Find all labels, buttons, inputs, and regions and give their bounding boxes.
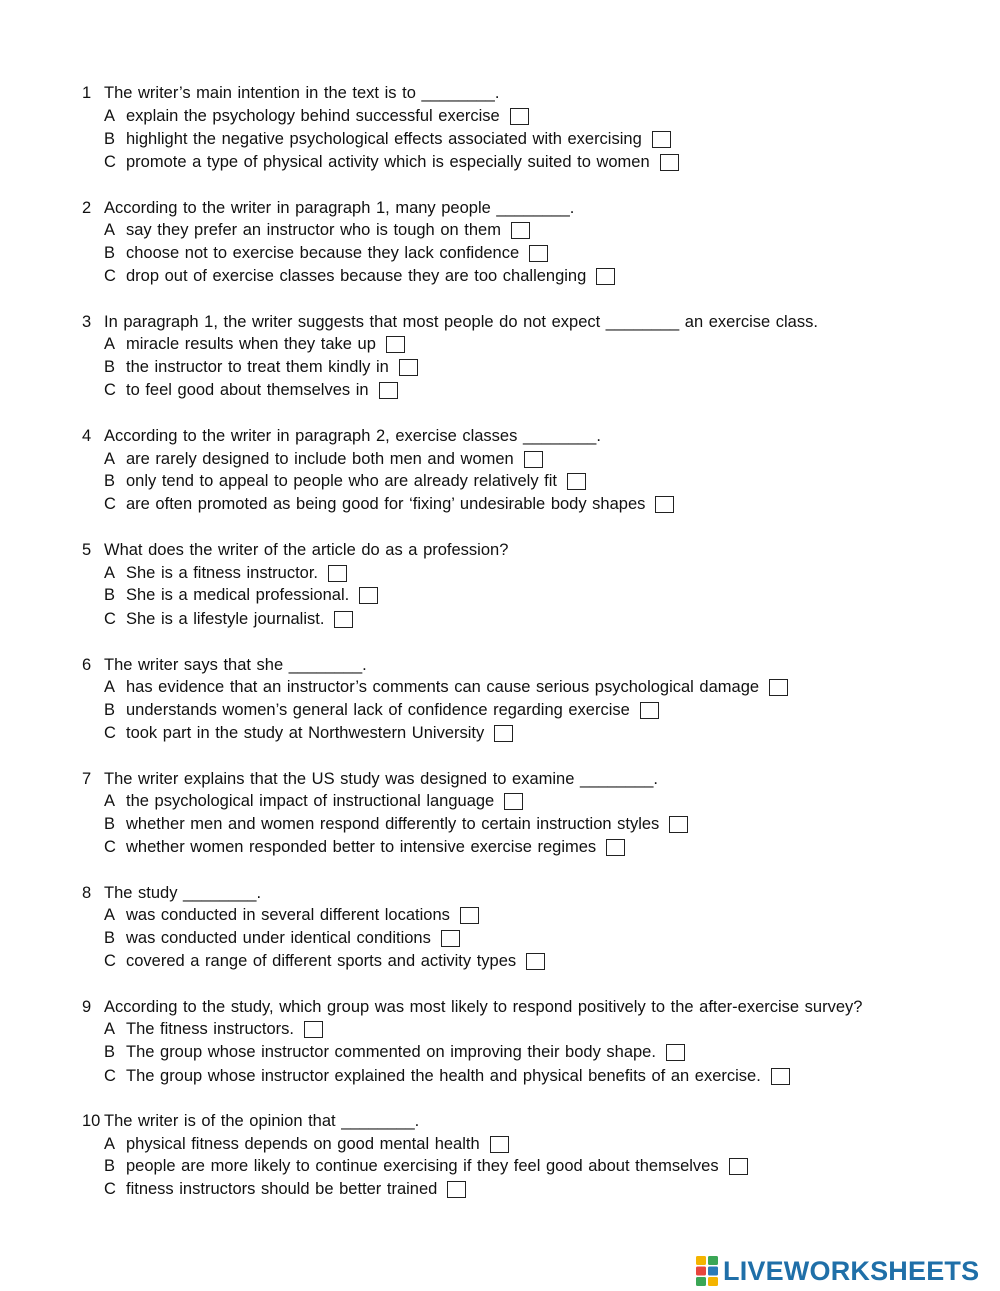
option-text: The fitness instructors.: [126, 1020, 294, 1038]
option-c: [104, 151, 679, 173]
option-letter: C: [104, 952, 116, 970]
question-number: 6: [82, 656, 92, 674]
question-number: 10: [82, 1112, 101, 1130]
option-a: [104, 448, 543, 470]
option-letter: C: [104, 610, 116, 628]
question-text: The writer explains that the US study was designed to examine ________.: [104, 770, 658, 788]
logo-blocks-icon: [696, 1256, 720, 1286]
option-text: covered a range of different sports and activity types: [126, 952, 517, 970]
option-c: [104, 1178, 466, 1200]
option-letter: A: [104, 450, 116, 468]
option-letter: A: [104, 906, 116, 924]
question-stem: [82, 539, 508, 561]
answer-checkbox[interactable]: [504, 793, 523, 810]
option-text: are often promoted as being good for ‘fixing’ undesirable body shapes: [126, 495, 646, 513]
option-text: choose not to exercise because they lack confidence: [126, 244, 520, 262]
question-stem: [82, 1110, 419, 1132]
question-stem: [82, 768, 658, 790]
option-c: [104, 836, 625, 858]
option-a: [104, 790, 523, 812]
question-text: The study ________.: [104, 884, 262, 902]
option-a: [104, 105, 529, 127]
option-letter: C: [104, 1180, 116, 1198]
option-a: [104, 1133, 509, 1155]
option-text: whether women responded better to intensive exercise regimes: [126, 838, 597, 856]
question-stem: [82, 425, 601, 447]
option-letter: C: [104, 495, 116, 513]
option-letter: A: [104, 564, 116, 582]
option-letter: B: [104, 586, 116, 604]
option-text: The group whose instructor explained the health and physical benefits of an exercise.: [126, 1067, 761, 1085]
option-text: She is a fitness instructor.: [126, 564, 319, 582]
option-text: physical fitness depends on good mental health: [126, 1135, 480, 1153]
answer-checkbox[interactable]: [669, 816, 688, 833]
option-c: [104, 1065, 790, 1087]
option-c: [104, 950, 545, 972]
option-text: She is a medical professional.: [126, 586, 350, 604]
question-text: The writer’s main intention in the text is to ________.: [104, 84, 500, 102]
option-c: [104, 493, 674, 515]
answer-checkbox[interactable]: [447, 1181, 466, 1198]
option-text: The group whose instructor commented on improving their body shape.: [126, 1043, 656, 1061]
question-text: According to the writer in paragraph 2, exercise classes ________.: [104, 427, 601, 445]
answer-checkbox[interactable]: [379, 382, 398, 399]
option-letter: C: [104, 1067, 116, 1085]
question-stem: [82, 996, 862, 1018]
option-letter: A: [104, 678, 116, 696]
question-number: 1: [82, 84, 92, 102]
question-number: 5: [82, 541, 92, 559]
option-text: promote a type of physical activity which is especially suited to women: [126, 153, 650, 171]
option-text: whether men and women respond differently to certain instruction styles: [126, 815, 660, 833]
option-b: [104, 699, 659, 721]
answer-checkbox[interactable]: [510, 108, 529, 125]
answer-checkbox[interactable]: [729, 1158, 748, 1175]
option-letter: A: [104, 107, 116, 125]
option-letter: C: [104, 153, 116, 171]
option-text: the psychological impact of instructional language: [126, 792, 495, 810]
answer-checkbox[interactable]: [304, 1021, 323, 1038]
question-stem: [82, 882, 261, 904]
option-b: [104, 356, 418, 378]
option-text: understands women’s general lack of confidence regarding exercise: [126, 701, 630, 719]
question-number: 2: [82, 199, 92, 217]
option-b: [104, 927, 460, 949]
question-number: 7: [82, 770, 92, 788]
question-stem: [82, 197, 574, 219]
option-c: [104, 265, 615, 287]
answer-checkbox[interactable]: [494, 725, 513, 742]
option-letter: B: [104, 472, 116, 490]
answer-checkbox[interactable]: [460, 907, 479, 924]
option-c: [104, 379, 398, 401]
logo-text: LIVEWORKSHEETS: [723, 1255, 980, 1286]
option-text: explain the psychology behind successful exercise: [126, 107, 500, 125]
option-text: fitness instructors should be better trained: [126, 1180, 438, 1198]
question-text: The writer is of the opinion that ________.: [104, 1112, 420, 1130]
answer-checkbox[interactable]: [511, 222, 530, 239]
question-text: The writer says that she ________.: [104, 656, 367, 674]
question-text: According to the study, which group was most likely to respond positively to the after-exercise survey?: [104, 998, 863, 1016]
answer-checkbox[interactable]: [441, 930, 460, 947]
option-letter: B: [104, 130, 116, 148]
option-text: miracle results when they take up: [126, 335, 376, 353]
question-number: 9: [82, 998, 92, 1016]
answer-checkbox[interactable]: [524, 451, 543, 468]
option-letter: A: [104, 1135, 116, 1153]
option-text: highlight the negative psychological effects associated with exercising: [126, 130, 642, 148]
option-a: [104, 562, 347, 584]
option-a: [104, 333, 405, 355]
answer-checkbox[interactable]: [359, 587, 378, 604]
option-b: [104, 813, 688, 835]
answer-checkbox[interactable]: [529, 245, 548, 262]
question-text: In paragraph 1, the writer suggests that most people do not expect ________ an exercise class.: [104, 313, 818, 331]
option-text: say they prefer an instructor who is tough on them: [126, 221, 501, 239]
answer-checkbox[interactable]: [328, 565, 347, 582]
option-letter: A: [104, 1020, 116, 1038]
option-text: people are more likely to continue exercising if they feel good about themselves: [126, 1157, 719, 1175]
answer-checkbox[interactable]: [596, 268, 615, 285]
option-b: [104, 128, 671, 150]
option-b: [104, 242, 548, 264]
answer-checkbox[interactable]: [771, 1068, 790, 1085]
answer-checkbox[interactable]: [334, 611, 353, 628]
option-letter: C: [104, 724, 116, 742]
option-letter: C: [104, 267, 116, 285]
question-stem: [82, 82, 499, 104]
option-letter: C: [104, 381, 116, 399]
option-text: to feel good about themselves in: [126, 381, 369, 399]
option-text: the instructor to treat them kindly in: [126, 358, 389, 376]
question-number: 3: [82, 313, 92, 331]
answer-checkbox[interactable]: [526, 953, 545, 970]
option-a: [104, 676, 788, 698]
option-text: took part in the study at Northwestern University: [126, 724, 485, 742]
answer-checkbox[interactable]: [769, 679, 788, 696]
answer-checkbox[interactable]: [567, 473, 586, 490]
answer-checkbox[interactable]: [386, 336, 405, 353]
answer-checkbox[interactable]: [666, 1044, 685, 1061]
option-a: [104, 219, 530, 241]
option-letter: B: [104, 701, 116, 719]
option-text: only tend to appeal to people who are already relatively fit: [126, 472, 558, 490]
option-letter: B: [104, 815, 116, 833]
option-c: [104, 608, 353, 630]
option-text: are rarely designed to include both men and women: [126, 450, 514, 468]
question-stem: [82, 654, 367, 676]
option-letter: A: [104, 221, 116, 239]
answer-checkbox[interactable]: [655, 496, 674, 513]
question-number: 4: [82, 427, 92, 445]
answer-checkbox[interactable]: [490, 1136, 509, 1153]
answer-checkbox[interactable]: [640, 702, 659, 719]
option-text: drop out of exercise classes because they are too challenging: [126, 267, 587, 285]
question-stem: [82, 311, 818, 333]
liveworksheets-logo: [696, 1253, 979, 1289]
answer-checkbox[interactable]: [399, 359, 418, 376]
option-a: [104, 1018, 323, 1040]
option-text: was conducted under identical conditions: [126, 929, 431, 947]
option-b: [104, 1041, 685, 1063]
option-text: was conducted in several different locations: [126, 906, 450, 924]
option-letter: B: [104, 929, 116, 947]
question-text: According to the writer in paragraph 1, many people ________.: [104, 199, 575, 217]
option-letter: B: [104, 244, 116, 262]
option-text: has evidence that an instructor’s comments can cause serious psychological damage: [126, 678, 760, 696]
option-b: [104, 470, 586, 492]
option-a: [104, 904, 479, 926]
option-letter: B: [104, 358, 116, 376]
option-letter: C: [104, 838, 116, 856]
option-letter: A: [104, 792, 116, 810]
option-letter: A: [104, 335, 116, 353]
question-text: What does the writer of the article do as a profession?: [104, 541, 509, 559]
option-letter: B: [104, 1157, 116, 1175]
option-text: She is a lifestyle journalist.: [126, 610, 325, 628]
option-b: [104, 1155, 748, 1177]
option-b: [104, 584, 378, 606]
option-c: [104, 722, 513, 744]
option-letter: B: [104, 1043, 116, 1061]
question-number: 8: [82, 884, 92, 902]
answer-checkbox[interactable]: [652, 131, 671, 148]
answer-checkbox[interactable]: [606, 839, 625, 856]
answer-checkbox[interactable]: [660, 154, 679, 171]
